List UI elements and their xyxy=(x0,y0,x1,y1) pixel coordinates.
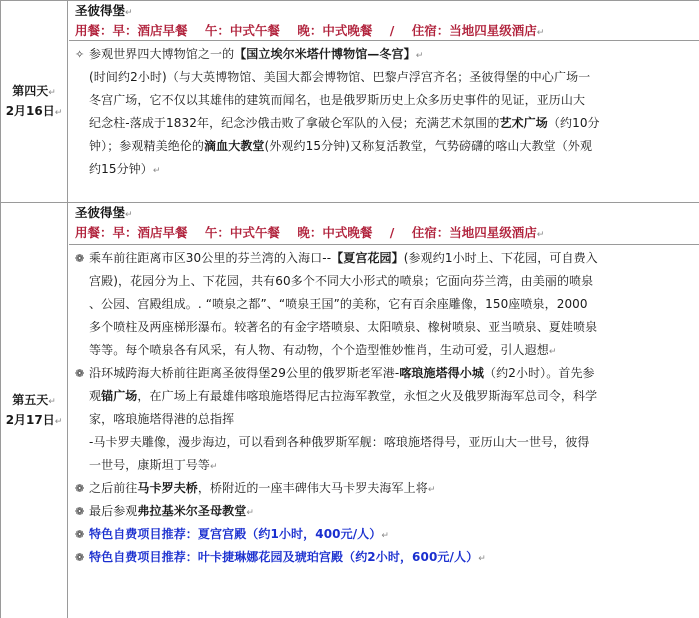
day5-para1-line-2: 宫殿)，花园分为上、下花园，共有60多个不同大小形式的喷泉；它面向芬兰湾，由美丽的喷泉 xyxy=(89,274,594,288)
day4-line-4: 纪念柱-落成于1832年，纪念沙俄击败了拿破仑军队的入侵；充满艺术氛围的艺术广场（约10分 xyxy=(89,116,600,130)
day4-line-5: 钟）；参观精美绝伦的滴血大教堂(外观约15分钟)又称复活教堂，气势磅礴的喀山大教堂（外观 xyxy=(89,139,593,153)
day5-para3-line-1: ❁ 之后前往马卡罗夫桥，桥附近的一座丰碑伟大马卡罗夫海军上将↵ xyxy=(75,477,695,500)
day5-para1-line-4: 多个喷柱及两座梯形瀑布。较著名的有金字塔喷泉、太阳喷泉、橡树喷泉、亚当喷泉、夏娃喷泉 xyxy=(89,320,598,334)
flower-bullet-icon: ❁ xyxy=(75,528,85,541)
day5-content xyxy=(69,203,699,618)
day5-body xyxy=(75,247,695,569)
day5-para2-line-4: -马卡罗夫雕像，漫步海边，可以看到各种俄罗斯军舰：喀琅施塔得号，亚历山大一世号，彼得 xyxy=(89,435,590,449)
day4-meals: 用餐：早：酒店早餐 午：中式午餐 晚：中式晚餐 / 住宿：当地四星级酒店↵ xyxy=(75,23,545,38)
day5-para2-line-2: 观锚广场，在广场上有最雄伟喀琅施塔得尼古拉海军教堂，永恒之火及俄罗斯海军总司令，科学 xyxy=(89,389,598,403)
flower-bullet-icon: ❁ xyxy=(75,482,85,495)
day4-line-1: ✧ 参观世界四大博物馆之一的【国立埃尔米塔什博物馆—冬宫】↵ xyxy=(75,43,695,66)
day5-city: 圣彼得堡↵ xyxy=(75,205,133,220)
diamond-bullet-icon: ✧ xyxy=(75,48,85,61)
day5-para2-line-3: 家，喀琅施塔得港的总指挥 xyxy=(89,412,235,426)
day4-content xyxy=(69,1,699,202)
flower-bullet-icon: ❁ xyxy=(75,505,85,518)
day5-label-cell xyxy=(0,203,68,618)
day4-line-2: (时间约2小时)（与大英博物馆、美国大都会博物馆、巴黎卢浮宫齐名；圣彼得堡的中心广场一 xyxy=(89,70,591,84)
day5-para2-line-1: ❁ 沿环城跨海大桥前往距离圣彼得堡29公里的俄罗斯老军港-喀琅施塔得小城（约2小时）。首先参 xyxy=(75,362,695,385)
day5-meals: 用餐：早：酒店早餐 午：中式午餐 晚：中式晚餐 / 住宿：当地四星级酒店↵ xyxy=(75,225,545,240)
day5-date: 2月17日↵ xyxy=(5,412,63,427)
day4-body xyxy=(75,43,695,181)
day5-optional-tour-1: ❁ 特色自费项目推荐：夏宫宫殿（约1小时，400元/人）↵ xyxy=(75,523,695,546)
day4-label-cell xyxy=(0,1,68,202)
day5-day: 第五天↵ xyxy=(12,392,56,407)
day5-para4-line-1: ❁ 最后参观弗拉基米尔圣母教堂↵ xyxy=(75,500,695,523)
flower-bullet-icon: ❁ xyxy=(75,252,85,265)
day5-para1-line-1: ❁ 乘车前往距离市区30公里的芬兰湾的入海口--【夏宫花园】(参观约1小时上、下花园，可自费入 xyxy=(75,247,695,270)
day4-city: 圣彼得堡↵ xyxy=(75,3,133,18)
day4-line-3: 冬宫广场，它不仅以其雄伟的建筑而闻名，也是俄罗斯历史上众多历史事件的见证，亚历山大 xyxy=(89,93,586,107)
day4-line-6: 约15分钟）↵ xyxy=(89,162,161,176)
flower-bullet-icon: ❁ xyxy=(75,551,85,564)
day4-header-band xyxy=(69,1,699,41)
day4-day: 第四天↵ xyxy=(12,83,56,98)
day5-para1-line-3: 、公园、宫殿组成。. “喷泉之都”、“喷泉王国”的美称，它有百余座雕像，150座喷泉，2000 xyxy=(89,297,588,311)
day4-row xyxy=(0,1,699,203)
day5-row xyxy=(0,203,699,618)
day5-header-band xyxy=(69,203,699,245)
flower-bullet-icon: ❁ xyxy=(75,367,85,380)
day5-para1-line-5: 等等。每个喷泉各有风采，有人物、有动物，个个造型惟妙惟肖，生动可爱，引人遐想↵ xyxy=(89,343,557,357)
day4-date: 2月16日↵ xyxy=(5,103,63,118)
day5-para2-line-5: 一世号，康斯坦丁号等↵ xyxy=(89,458,218,472)
day5-optional-tour-2: ❁ 特色自费项目推荐：叶卡捷琳娜花园及琥珀宫殿（约2小时，600元/人）↵ xyxy=(75,546,695,569)
